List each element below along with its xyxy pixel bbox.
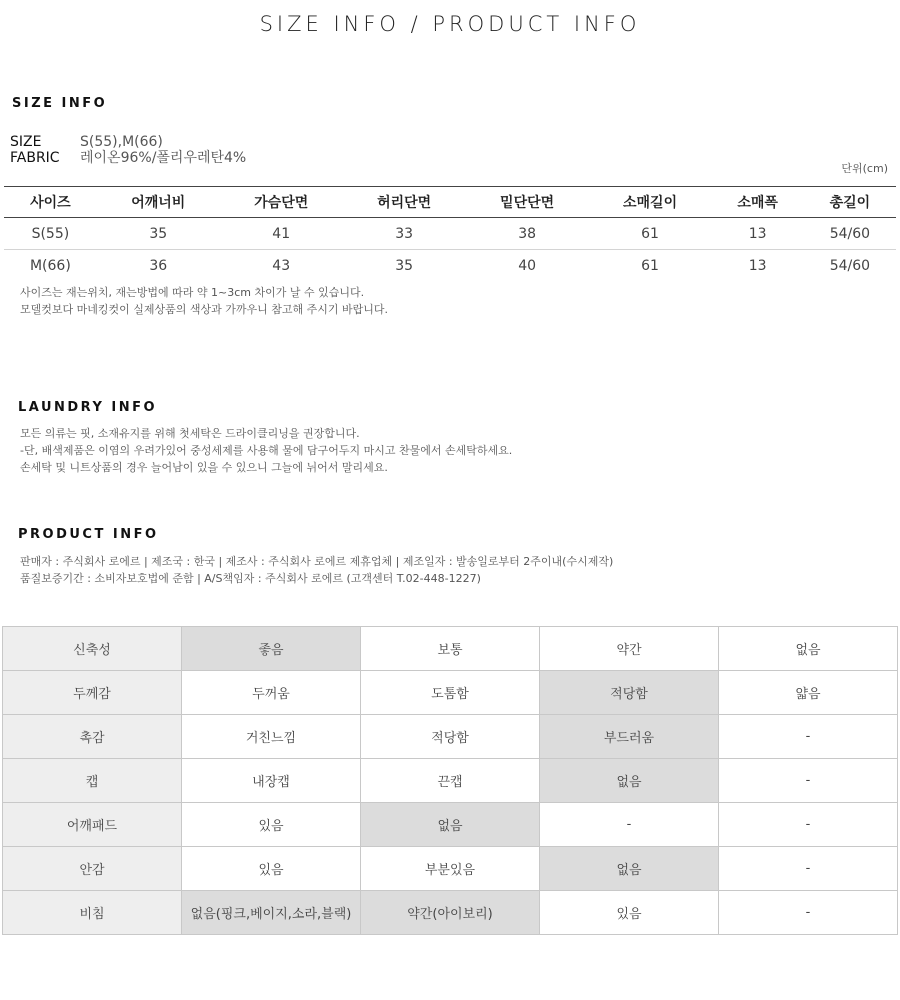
attribute-label: 캡 bbox=[3, 759, 182, 803]
attribute-row bbox=[3, 803, 898, 847]
table-cell: 61 bbox=[589, 218, 712, 250]
table-cell: 61 bbox=[641, 257, 659, 274]
attribute-option: 보통 bbox=[361, 627, 540, 671]
attribute-option: 약간(아이보리) bbox=[361, 891, 540, 935]
laundry-line: -단, 배색제품은 이염의 우려가있어 중성세제를 사용해 물에 담구어두지 마시고 찬물에서 손세탁하세요. bbox=[20, 444, 513, 457]
attribute-option: 없음 bbox=[361, 803, 540, 847]
attribute-option: 내장캡 bbox=[182, 759, 361, 803]
fabric-row bbox=[10, 150, 246, 166]
attribute-option: - bbox=[719, 847, 898, 891]
table-cell: 35 bbox=[97, 218, 220, 250]
product-info-heading: PRODUCT INFO bbox=[18, 527, 159, 542]
table-cell: 33 bbox=[343, 218, 466, 250]
attribute-row bbox=[3, 671, 898, 715]
attribute-label: 신축성 bbox=[3, 627, 182, 671]
size-table-header bbox=[4, 187, 896, 218]
table-cell: 41 bbox=[220, 218, 343, 250]
table-cell: 35 bbox=[395, 257, 414, 274]
table-cell: 43 bbox=[272, 257, 291, 274]
fabric-value: 레이온96%/폴리우레탄4% bbox=[80, 150, 247, 166]
attribute-option: 얇음 bbox=[719, 671, 898, 715]
attribute-option: 없음 bbox=[719, 627, 898, 671]
attribute-label: 촉감 bbox=[3, 715, 182, 759]
attribute-row bbox=[3, 715, 898, 759]
size-table-header-cell: 어깨너비 bbox=[97, 187, 220, 218]
laundry-info-heading: LAUNDRY INFO bbox=[18, 400, 158, 415]
size-table-header-cell: 가슴단면 bbox=[220, 187, 343, 218]
attribute-option: 없음 bbox=[540, 759, 719, 803]
fabric-label: FABRIC bbox=[10, 150, 60, 166]
attribute-option: 있음 bbox=[540, 891, 719, 935]
page-title: SIZE INFO / PRODUCT INFO bbox=[259, 12, 641, 36]
attribute-option: 적당함 bbox=[540, 671, 719, 715]
attribute-option: - bbox=[719, 891, 898, 935]
attribute-option: 없음(핑크,베이지,소라,블랙) bbox=[182, 891, 361, 935]
product-notes bbox=[20, 553, 613, 587]
table-row bbox=[4, 218, 896, 250]
size-table-header-cell: 소매길이 bbox=[589, 187, 712, 218]
attribute-option: 있음 bbox=[182, 803, 361, 847]
attribute-option: 두꺼움 bbox=[182, 671, 361, 715]
attribute-table bbox=[2, 626, 898, 935]
product-line: 판매자 : 주식회사 로에르 | 제조국 : 한국 | 제조사 : 주식회사 로에르 제휴업체 | 제조일자 : 발송일로부터 2주이내(수시제작) bbox=[20, 555, 614, 568]
attribute-option: 없음 bbox=[540, 847, 719, 891]
table-cell: 54/60 bbox=[829, 257, 871, 274]
attribute-row bbox=[3, 891, 898, 935]
attribute-option: - bbox=[540, 803, 719, 847]
attribute-label: 어깨패드 bbox=[3, 803, 182, 847]
size-table-header-cell: 총길이 bbox=[804, 187, 896, 218]
attribute-row bbox=[3, 627, 898, 671]
attribute-row bbox=[3, 759, 898, 803]
size-label: SIZE bbox=[10, 134, 42, 150]
attribute-option: 적당함 bbox=[361, 715, 540, 759]
attribute-option: 도톰함 bbox=[361, 671, 540, 715]
attribute-option: 약간 bbox=[540, 627, 719, 671]
attribute-label: 두께감 bbox=[3, 671, 182, 715]
table-cell: 54/60 bbox=[804, 218, 896, 250]
attribute-label: 안감 bbox=[3, 847, 182, 891]
size-note-line: 사이즈는 재는위치, 재는방법에 따라 약 1~3cm 차이가 날 수 있습니다. bbox=[20, 286, 365, 299]
attribute-option: - bbox=[719, 803, 898, 847]
table-cell: M(66) bbox=[29, 257, 71, 274]
attribute-option: 좋음 bbox=[182, 627, 361, 671]
attribute-option: 있음 bbox=[182, 847, 361, 891]
table-cell: 13 bbox=[712, 218, 804, 250]
size-table-header-cell: 밑단단면 bbox=[466, 187, 589, 218]
table-cell: 36 bbox=[149, 257, 168, 274]
size-row bbox=[10, 134, 163, 150]
size-notes bbox=[20, 284, 388, 318]
size-note-line: 모델컷보다 마네킹컷이 실제상품의 색상과 가까우니 참고해 주시기 바랍니다. bbox=[20, 303, 389, 316]
laundry-line: 모든 의류는 핏, 소재유지를 위해 첫세탁은 드라이클리닝을 권장합니다. bbox=[20, 427, 360, 440]
size-table-header-cell: 사이즈 bbox=[4, 187, 97, 218]
table-cell: 40 bbox=[518, 257, 537, 274]
size-table bbox=[4, 186, 896, 281]
attribute-option: 끈캡 bbox=[361, 759, 540, 803]
attribute-option: 부분있음 bbox=[361, 847, 540, 891]
attribute-option: 부드러움 bbox=[540, 715, 719, 759]
attribute-option: 거친느낌 bbox=[182, 715, 361, 759]
attribute-option: - bbox=[719, 715, 898, 759]
table-cell: S(55) bbox=[4, 218, 97, 250]
attribute-option: - bbox=[719, 759, 898, 803]
laundry-notes bbox=[20, 425, 512, 476]
laundry-line: 손세탁 및 니트상품의 경우 늘어남이 있을 수 있으니 그늘에 뉘어서 말리세요. bbox=[20, 461, 388, 474]
size-table-header-cell: 허리단면 bbox=[343, 187, 466, 218]
size-value: S(55),M(66) bbox=[80, 134, 163, 150]
size-info-heading: SIZE INFO bbox=[12, 96, 108, 111]
table-cell: 13 bbox=[748, 257, 767, 274]
attribute-label: 비침 bbox=[3, 891, 182, 935]
table-row bbox=[4, 250, 896, 282]
attribute-row bbox=[3, 847, 898, 891]
product-line: 품질보증기간 : 소비자보호법에 준함 | A/S책임자 : 주식회사 로에르 (고객센터 T.02-448-1227) bbox=[20, 572, 481, 585]
unit-label: 단위(cm) bbox=[841, 162, 888, 175]
size-table-header-cell: 소매폭 bbox=[712, 187, 804, 218]
table-cell: 38 bbox=[466, 218, 589, 250]
